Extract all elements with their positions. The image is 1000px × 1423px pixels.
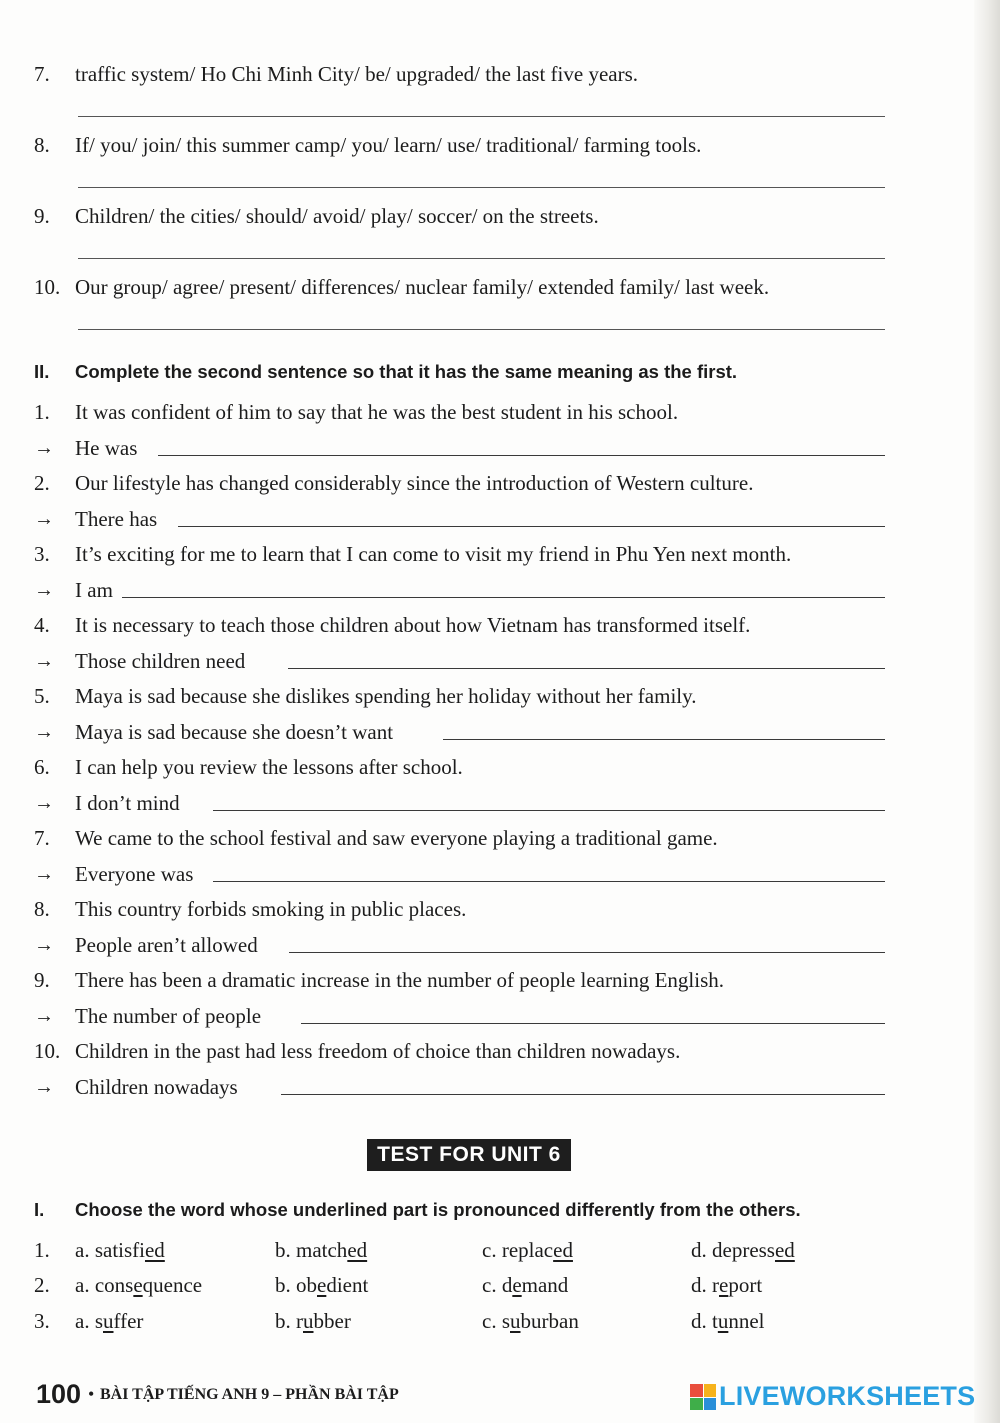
answer-blank[interactable]	[443, 739, 885, 740]
item-number: 8.	[34, 133, 50, 157]
option-d[interactable]: d. tunnel	[691, 1309, 765, 1333]
answer-blank[interactable]	[122, 597, 885, 598]
arrow-icon: →	[34, 650, 54, 672]
original-sentence: Children in the past had less freedom of choice than children nowadays.	[75, 1039, 681, 1063]
transformation-item	[0, 1036, 1000, 1070]
transformation-item	[0, 681, 1000, 715]
item-cues: traffic system/ Ho Chi Minh City/ be/ upgraded/ the last five years.	[75, 62, 639, 86]
option-b[interactable]: b. matched	[275, 1238, 368, 1262]
option-c[interactable]: c. demand	[482, 1273, 569, 1297]
option-a[interactable]: a. suffer	[75, 1309, 144, 1333]
rewrite-prompt: Maya is sad because she doesn’t want	[75, 720, 394, 744]
arrow-icon: →	[34, 863, 54, 885]
item-number: 4.	[34, 613, 50, 637]
item-number: 6.	[34, 755, 50, 779]
original-sentence: I can help you review the lessons after school.	[75, 755, 463, 779]
question-number: 2.	[34, 1273, 50, 1297]
section-number: I.	[34, 1199, 45, 1220]
transformation-item	[0, 752, 1000, 786]
arrow-icon: →	[34, 437, 54, 459]
arrow-icon: →	[34, 792, 54, 814]
item-number: 10.	[34, 275, 61, 299]
option-b[interactable]: b. rubber	[275, 1309, 351, 1333]
answer-blank[interactable]	[289, 952, 885, 953]
exercise-item	[0, 201, 1000, 235]
transformation-item	[0, 610, 1000, 644]
book-title: BÀI TẬP TIẾNG ANH 9 – PHẦN BÀI TẬP	[100, 1386, 399, 1403]
answer-blank[interactable]	[158, 455, 885, 456]
original-sentence: It is necessary to teach those children about how Vietnam has transformed itself.	[75, 613, 751, 637]
item-cues: Children/ the cities/ should/ avoid/ play/ soccer/ on the streets.	[75, 204, 599, 228]
rewrite-prompt: The number of people	[75, 1004, 262, 1028]
pronunciation-question	[0, 1235, 1000, 1269]
transformation-item	[0, 468, 1000, 502]
rewrite-row	[0, 788, 1000, 822]
section-instruction: Choose the word whose underlined part is pronounced differently from the others.	[75, 1199, 801, 1220]
pronunciation-question	[0, 1306, 1000, 1340]
page-number: 100	[36, 1379, 82, 1409]
answer-line[interactable]	[78, 116, 885, 117]
option-c[interactable]: c. suburban	[482, 1309, 579, 1333]
exercise-item	[0, 272, 1000, 306]
rewrite-prompt: I don’t mind	[75, 791, 180, 815]
item-number: 7.	[34, 62, 50, 86]
item-cues: If/ you/ join/ this summer camp/ you/ learn/ use/ traditional/ farming tools.	[75, 133, 702, 157]
transformation-item	[0, 823, 1000, 857]
item-number: 7.	[34, 826, 50, 850]
item-number: 5.	[34, 684, 50, 708]
section-instruction: Complete the second sentence so that it has the same meaning as the first.	[75, 361, 738, 382]
option-b[interactable]: b. obedient	[275, 1273, 369, 1297]
arrow-icon: →	[34, 934, 54, 956]
item-number: 1.	[34, 400, 50, 424]
rewrite-prompt: People aren’t allowed	[75, 933, 258, 957]
rewrite-prompt: There has	[75, 507, 158, 531]
original-sentence: There has been a dramatic increase in the number of people learning English.	[75, 968, 724, 992]
answer-blank[interactable]	[213, 810, 885, 811]
rewrite-row	[0, 859, 1000, 893]
answer-blank[interactable]	[281, 1094, 885, 1095]
option-a[interactable]: a. satisfied	[75, 1238, 165, 1262]
item-number: 9.	[34, 968, 50, 992]
option-c[interactable]: c. replaced	[482, 1238, 573, 1262]
rewrite-prompt: He was	[75, 436, 138, 460]
item-number: 8.	[34, 897, 50, 921]
rewrite-row	[0, 646, 1000, 680]
answer-line[interactable]	[78, 329, 885, 330]
question-number: 1.	[34, 1238, 50, 1262]
liveworksheets-watermark	[690, 1378, 990, 1414]
arrow-icon: →	[34, 721, 54, 743]
answer-blank[interactable]	[213, 881, 885, 882]
section-number: II.	[34, 361, 50, 382]
answer-blank[interactable]	[178, 526, 885, 527]
rewrite-row	[0, 575, 1000, 609]
original-sentence: It’s exciting for me to learn that I can come to visit my friend in Phu Yen next month.	[75, 542, 792, 566]
answer-blank[interactable]	[288, 668, 885, 669]
rewrite-prompt: Those children need	[75, 649, 246, 673]
option-d[interactable]: d. report	[691, 1273, 763, 1297]
rewrite-row	[0, 1072, 1000, 1106]
original-sentence: It was confident of him to say that he was the best student in his school.	[75, 400, 679, 424]
arrow-icon: →	[34, 1005, 54, 1027]
exercise-item	[0, 59, 1000, 93]
transformation-item	[0, 894, 1000, 928]
original-sentence: We came to the school festival and saw everyone playing a traditional game.	[75, 826, 718, 850]
rewrite-prompt: I am	[75, 578, 113, 602]
rewrite-row	[0, 1001, 1000, 1035]
arrow-icon: →	[34, 579, 54, 601]
answer-line[interactable]	[78, 187, 885, 188]
answer-blank[interactable]	[301, 1023, 885, 1024]
test-section-heading	[34, 1197, 934, 1223]
arrow-icon: →	[34, 508, 54, 530]
watermark-text: LIVEWORKSHEETS	[719, 1381, 976, 1411]
option-d[interactable]: d. depressed	[691, 1238, 795, 1262]
footer-bullet: •	[88, 1384, 95, 1404]
test-banner: TEST FOR UNIT 6	[367, 1139, 571, 1171]
rewrite-row	[0, 717, 1000, 751]
transformation-item	[0, 539, 1000, 573]
arrow-icon: →	[34, 1076, 54, 1098]
answer-line[interactable]	[78, 258, 885, 259]
liveworksheets-logo-icon	[690, 1384, 716, 1410]
original-sentence: This country forbids smoking in public places.	[75, 897, 467, 921]
exercise-item	[0, 130, 1000, 164]
option-a[interactable]: a. consequence	[75, 1273, 203, 1297]
item-number: 9.	[34, 204, 50, 228]
item-number: 10.	[34, 1039, 61, 1063]
pronunciation-question	[0, 1270, 1000, 1304]
item-number: 2.	[34, 471, 50, 495]
section-heading	[34, 359, 934, 385]
transformation-item	[0, 965, 1000, 999]
item-number: 3.	[34, 542, 50, 566]
item-cues: Our group/ agree/ present/ differences/ nuclear family/ extended family/ last week.	[75, 275, 770, 299]
rewrite-prompt: Everyone was	[75, 862, 194, 886]
original-sentence: Our lifestyle has changed considerably since the introduction of Western culture.	[75, 471, 754, 495]
rewrite-row	[0, 433, 1000, 467]
rewrite-prompt: Children nowadays	[75, 1075, 238, 1099]
original-sentence: Maya is sad because she dislikes spending her holiday without her family.	[75, 684, 697, 708]
rewrite-row	[0, 504, 1000, 538]
question-number: 3.	[34, 1309, 50, 1333]
rewrite-row	[0, 930, 1000, 964]
transformation-item	[0, 397, 1000, 431]
